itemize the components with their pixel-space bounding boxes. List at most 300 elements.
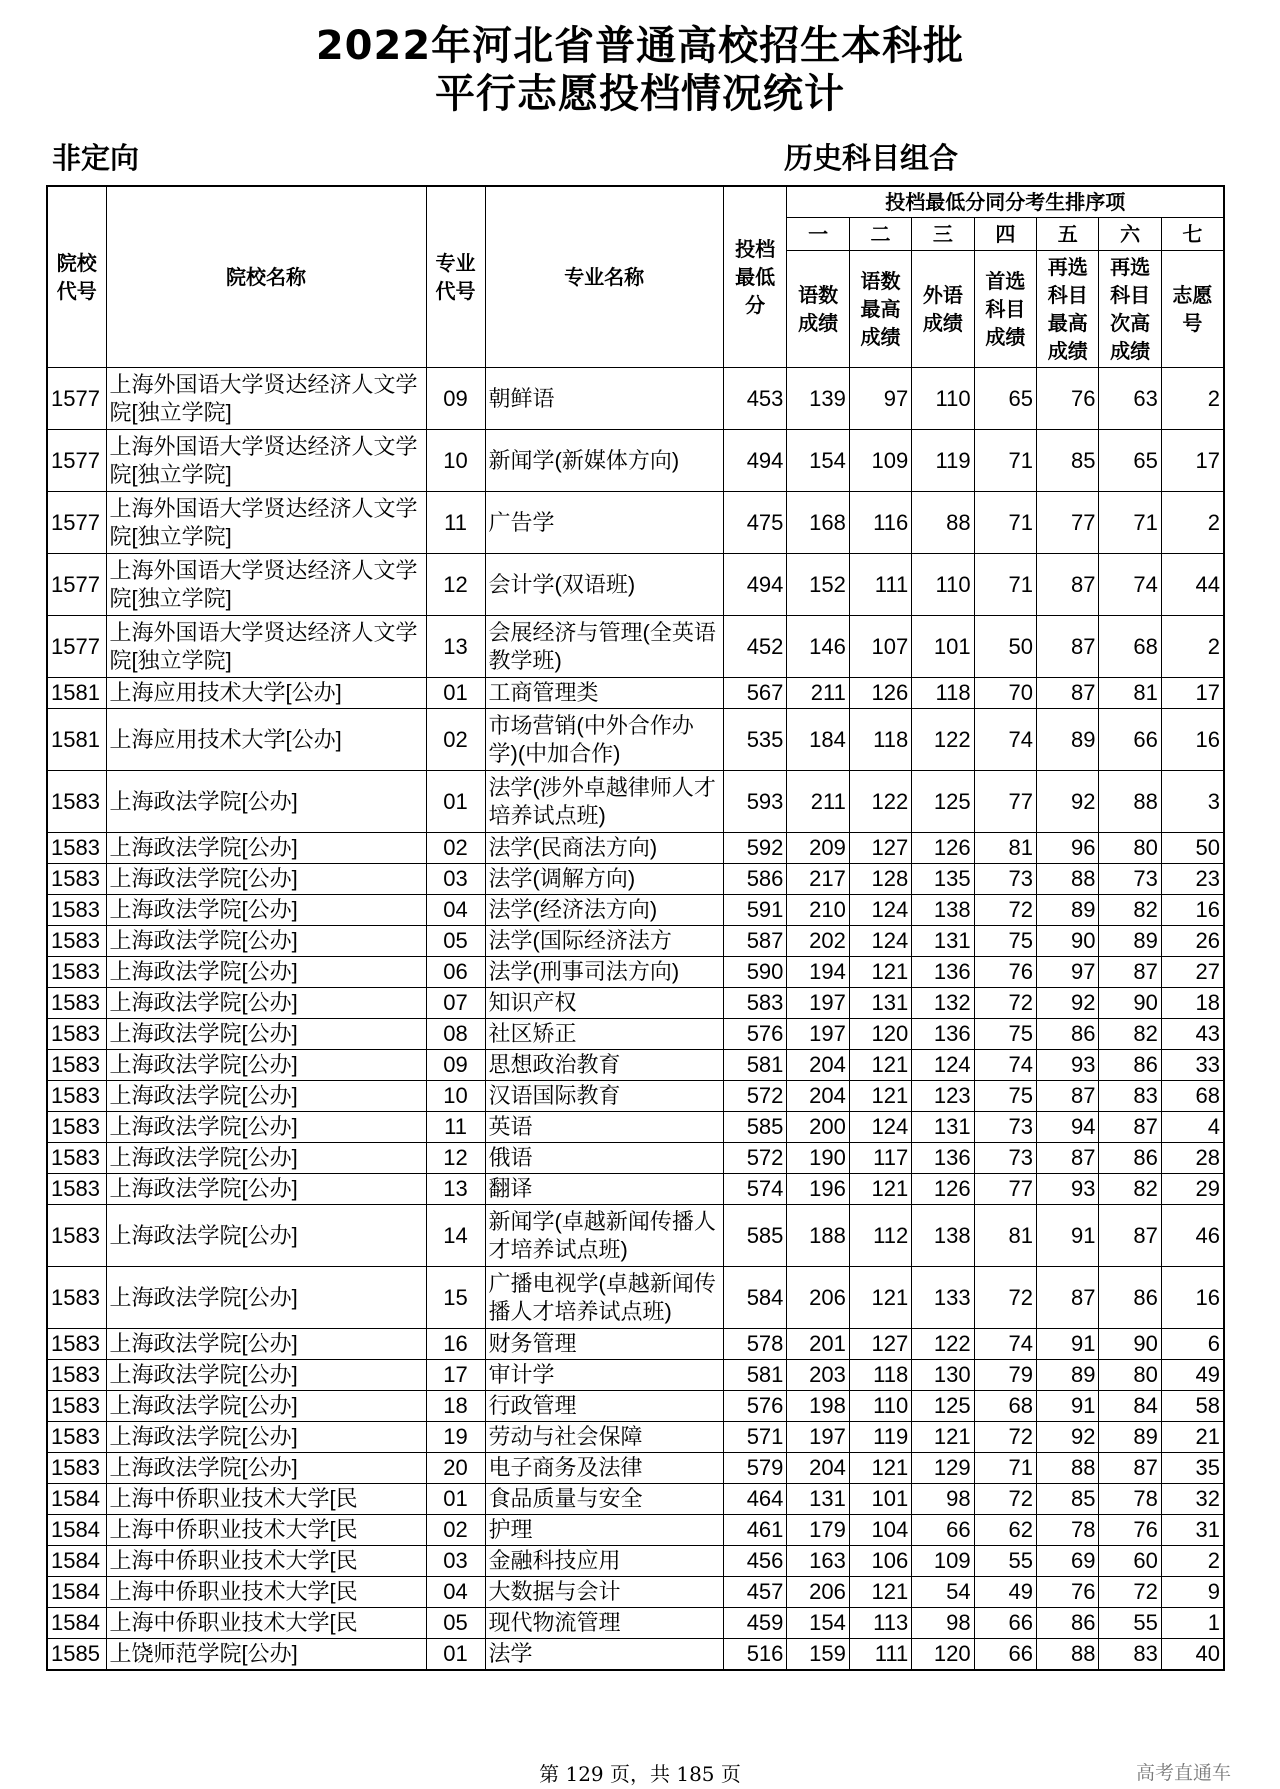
cell-major-code: 09 bbox=[426, 368, 485, 430]
cell-major-name: 法学(经济法方向) bbox=[485, 895, 723, 926]
cell-tiebreak-value: 73 bbox=[974, 1112, 1036, 1143]
cell-min-score: 581 bbox=[723, 1050, 787, 1081]
cell-major-name: 朝鲜语 bbox=[485, 368, 723, 430]
cell-tiebreak-value: 17 bbox=[1161, 678, 1224, 709]
cell-tiebreak-value: 33 bbox=[1161, 1050, 1224, 1081]
cell-major-code: 01 bbox=[426, 771, 485, 833]
cell-tiebreak-value: 44 bbox=[1161, 554, 1224, 616]
cell-tiebreak-value: 74 bbox=[1099, 554, 1161, 616]
cell-tiebreak-value: 71 bbox=[974, 1453, 1036, 1484]
cell-school-code: 1583 bbox=[47, 1422, 106, 1453]
cell-school-name: 上海政法学院[公办] bbox=[106, 1329, 426, 1360]
cell-tiebreak-value: 206 bbox=[787, 1267, 849, 1329]
cell-major-code: 03 bbox=[426, 864, 485, 895]
cell-tiebreak-value: 46 bbox=[1161, 1205, 1224, 1267]
cell-tiebreak-value: 129 bbox=[912, 1453, 974, 1484]
cell-tiebreak-value: 28 bbox=[1161, 1143, 1224, 1174]
cell-tiebreak-value: 124 bbox=[849, 1112, 911, 1143]
cell-school-name: 上海政法学院[公办] bbox=[106, 771, 426, 833]
cell-min-score: 587 bbox=[723, 926, 787, 957]
cell-tiebreak-value: 204 bbox=[787, 1081, 849, 1112]
cell-tiebreak-value: 84 bbox=[1099, 1391, 1161, 1422]
cell-min-score: 535 bbox=[723, 709, 787, 771]
cell-tiebreak-value: 109 bbox=[849, 430, 911, 492]
cell-major-code: 01 bbox=[426, 678, 485, 709]
cell-tiebreak-value: 121 bbox=[849, 1174, 911, 1205]
cell-tiebreak-value: 74 bbox=[974, 1329, 1036, 1360]
cell-tiebreak-value: 6 bbox=[1161, 1329, 1224, 1360]
cell-major-code: 14 bbox=[426, 1205, 485, 1267]
cell-tiebreak-value: 77 bbox=[974, 1174, 1036, 1205]
table-row bbox=[47, 1081, 1224, 1112]
cell-tiebreak-value: 82 bbox=[1099, 1019, 1161, 1050]
cell-school-name: 上海政法学院[公办] bbox=[106, 833, 426, 864]
cell-school-code: 1584 bbox=[47, 1484, 106, 1515]
cell-tiebreak-value: 81 bbox=[974, 833, 1036, 864]
cell-school-name: 上海政法学院[公办] bbox=[106, 1019, 426, 1050]
cell-min-score: 461 bbox=[723, 1515, 787, 1546]
cell-major-code: 09 bbox=[426, 1050, 485, 1081]
cell-tiebreak-value: 72 bbox=[974, 895, 1036, 926]
cell-school-name: 上海政法学院[公办] bbox=[106, 1050, 426, 1081]
cell-min-score: 475 bbox=[723, 492, 787, 554]
header-school-name: 院校名称 bbox=[106, 186, 426, 368]
cell-major-name: 审计学 bbox=[485, 1360, 723, 1391]
cell-tiebreak-value: 87 bbox=[1099, 1453, 1161, 1484]
cell-school-code: 1583 bbox=[47, 926, 106, 957]
cell-tiebreak-value: 118 bbox=[912, 678, 974, 709]
cell-tiebreak-value: 66 bbox=[974, 1608, 1036, 1639]
cell-school-code: 1577 bbox=[47, 616, 106, 678]
cell-major-code: 05 bbox=[426, 1608, 485, 1639]
table-row bbox=[47, 1143, 1224, 1174]
cell-tiebreak-value: 124 bbox=[912, 1050, 974, 1081]
table-row bbox=[47, 368, 1224, 430]
cell-tiebreak-value: 71 bbox=[974, 430, 1036, 492]
cell-tiebreak-value: 126 bbox=[912, 833, 974, 864]
header-school-code: 院校代号 bbox=[47, 186, 106, 368]
cell-min-score: 583 bbox=[723, 988, 787, 1019]
cell-tiebreak-value: 74 bbox=[974, 1050, 1036, 1081]
cell-tiebreak-value: 62 bbox=[974, 1515, 1036, 1546]
cell-tiebreak-value: 121 bbox=[912, 1422, 974, 1453]
cell-school-name: 上海政法学院[公办] bbox=[106, 1267, 426, 1329]
cell-tiebreak-value: 179 bbox=[787, 1515, 849, 1546]
cell-min-score: 464 bbox=[723, 1484, 787, 1515]
cell-tiebreak-value: 136 bbox=[912, 1143, 974, 1174]
cell-tiebreak-value: 1 bbox=[1161, 1608, 1224, 1639]
table-row bbox=[47, 1112, 1224, 1143]
cell-tiebreak-value: 73 bbox=[974, 864, 1036, 895]
cell-major-name: 法学(涉外卓越律师人才培养试点班) bbox=[485, 771, 723, 833]
cell-tiebreak-value: 121 bbox=[849, 1050, 911, 1081]
cell-school-code: 1583 bbox=[47, 895, 106, 926]
table-row bbox=[47, 492, 1224, 554]
cell-tiebreak-value: 86 bbox=[1099, 1050, 1161, 1081]
cell-major-name: 英语 bbox=[485, 1112, 723, 1143]
cell-school-code: 1577 bbox=[47, 554, 106, 616]
cell-school-name: 上海中侨职业技术大学[民 bbox=[106, 1515, 426, 1546]
cell-min-score: 591 bbox=[723, 895, 787, 926]
cell-school-name: 上海外国语大学贤达经济人文学院[独立学院] bbox=[106, 430, 426, 492]
cell-major-name: 知识产权 bbox=[485, 988, 723, 1019]
cell-tiebreak-value: 132 bbox=[912, 988, 974, 1019]
cell-min-score: 572 bbox=[723, 1081, 787, 1112]
cell-tiebreak-value: 9 bbox=[1161, 1577, 1224, 1608]
cell-school-code: 1584 bbox=[47, 1515, 106, 1546]
cell-tiebreak-value: 154 bbox=[787, 1608, 849, 1639]
cell-school-name: 上海政法学院[公办] bbox=[106, 957, 426, 988]
cell-tiebreak-value: 54 bbox=[912, 1577, 974, 1608]
cell-major-code: 07 bbox=[426, 988, 485, 1019]
header-tiebreak-col: 首选科目成绩 bbox=[974, 251, 1036, 368]
cell-school-code: 1583 bbox=[47, 1453, 106, 1484]
cell-major-code: 10 bbox=[426, 1081, 485, 1112]
cell-tiebreak-value: 97 bbox=[849, 368, 911, 430]
cell-tiebreak-value: 217 bbox=[787, 864, 849, 895]
cell-school-name: 上海中侨职业技术大学[民 bbox=[106, 1546, 426, 1577]
cell-min-score: 585 bbox=[723, 1112, 787, 1143]
cell-tiebreak-value: 98 bbox=[912, 1608, 974, 1639]
cell-tiebreak-value: 122 bbox=[912, 709, 974, 771]
table-row bbox=[47, 988, 1224, 1019]
cell-major-code: 06 bbox=[426, 957, 485, 988]
cell-tiebreak-value: 87 bbox=[1099, 1205, 1161, 1267]
cell-tiebreak-value: 50 bbox=[974, 616, 1036, 678]
cell-tiebreak-value: 204 bbox=[787, 1050, 849, 1081]
cell-tiebreak-value: 74 bbox=[974, 709, 1036, 771]
cell-tiebreak-value: 121 bbox=[849, 1267, 911, 1329]
cell-school-name: 上海政法学院[公办] bbox=[106, 895, 426, 926]
cell-major-name: 财务管理 bbox=[485, 1329, 723, 1360]
cell-major-name: 电子商务及法律 bbox=[485, 1453, 723, 1484]
cell-major-code: 03 bbox=[426, 1546, 485, 1577]
cell-tiebreak-value: 101 bbox=[912, 616, 974, 678]
cell-tiebreak-value: 76 bbox=[1037, 368, 1099, 430]
table-row bbox=[47, 1639, 1224, 1671]
cell-major-name: 会展经济与管理(全英语教学班) bbox=[485, 616, 723, 678]
cell-tiebreak-value: 211 bbox=[787, 678, 849, 709]
cell-tiebreak-value: 68 bbox=[1161, 1081, 1224, 1112]
cell-tiebreak-value: 94 bbox=[1037, 1112, 1099, 1143]
cell-tiebreak-value: 87 bbox=[1037, 616, 1099, 678]
cell-tiebreak-value: 69 bbox=[1037, 1546, 1099, 1577]
cell-min-score: 586 bbox=[723, 864, 787, 895]
cell-tiebreak-value: 79 bbox=[974, 1360, 1036, 1391]
table-row bbox=[47, 864, 1224, 895]
cell-tiebreak-value: 123 bbox=[912, 1081, 974, 1112]
cell-tiebreak-value: 66 bbox=[1099, 709, 1161, 771]
cell-tiebreak-value: 117 bbox=[849, 1143, 911, 1174]
cell-major-name: 劳动与社会保障 bbox=[485, 1422, 723, 1453]
cell-tiebreak-value: 43 bbox=[1161, 1019, 1224, 1050]
cell-tiebreak-value: 86 bbox=[1037, 1608, 1099, 1639]
header-ordinal: 四 bbox=[974, 218, 1036, 251]
cell-tiebreak-value: 118 bbox=[849, 709, 911, 771]
cell-tiebreak-value: 136 bbox=[912, 1019, 974, 1050]
cell-major-code: 20 bbox=[426, 1453, 485, 1484]
cell-school-name: 上饶师范学院[公办] bbox=[106, 1639, 426, 1671]
cell-school-name: 上海外国语大学贤达经济人文学院[独立学院] bbox=[106, 616, 426, 678]
cell-tiebreak-value: 90 bbox=[1099, 1329, 1161, 1360]
cell-tiebreak-value: 131 bbox=[787, 1484, 849, 1515]
cell-school-code: 1583 bbox=[47, 771, 106, 833]
header-major-code: 专业代号 bbox=[426, 186, 485, 368]
cell-tiebreak-value: 126 bbox=[849, 678, 911, 709]
cell-tiebreak-value: 77 bbox=[1037, 492, 1099, 554]
cell-tiebreak-value: 198 bbox=[787, 1391, 849, 1422]
cell-min-score: 584 bbox=[723, 1267, 787, 1329]
header-ordinal: 二 bbox=[849, 218, 911, 251]
cell-tiebreak-value: 40 bbox=[1161, 1639, 1224, 1671]
cell-school-code: 1583 bbox=[47, 1112, 106, 1143]
cell-tiebreak-value: 35 bbox=[1161, 1453, 1224, 1484]
cell-school-name: 上海政法学院[公办] bbox=[106, 1422, 426, 1453]
cell-school-code: 1583 bbox=[47, 1360, 106, 1391]
cell-major-code: 02 bbox=[426, 709, 485, 771]
cell-tiebreak-value: 49 bbox=[974, 1577, 1036, 1608]
cell-tiebreak-value: 2 bbox=[1161, 1546, 1224, 1577]
cell-major-name: 法学(民商法方向) bbox=[485, 833, 723, 864]
cell-tiebreak-value: 86 bbox=[1037, 1019, 1099, 1050]
cell-tiebreak-value: 127 bbox=[849, 1329, 911, 1360]
cell-major-name: 思想政治教育 bbox=[485, 1050, 723, 1081]
cell-tiebreak-value: 65 bbox=[974, 368, 1036, 430]
table-row bbox=[47, 1267, 1224, 1329]
cell-school-code: 1584 bbox=[47, 1577, 106, 1608]
cell-tiebreak-value: 87 bbox=[1037, 1267, 1099, 1329]
cell-min-score: 459 bbox=[723, 1608, 787, 1639]
cell-tiebreak-value: 88 bbox=[912, 492, 974, 554]
cell-tiebreak-value: 197 bbox=[787, 1422, 849, 1453]
cell-major-name: 法学(调解方向) bbox=[485, 864, 723, 895]
cell-tiebreak-value: 49 bbox=[1161, 1360, 1224, 1391]
table-row bbox=[47, 926, 1224, 957]
cell-school-name: 上海应用技术大学[公办] bbox=[106, 709, 426, 771]
cell-major-name: 广播电视学(卓越新闻传播人才培养试点班) bbox=[485, 1267, 723, 1329]
cell-school-name: 上海政法学院[公办] bbox=[106, 1391, 426, 1422]
table-row bbox=[47, 1050, 1224, 1081]
cell-tiebreak-value: 210 bbox=[787, 895, 849, 926]
cell-major-name: 广告学 bbox=[485, 492, 723, 554]
cell-tiebreak-value: 86 bbox=[1099, 1267, 1161, 1329]
cell-tiebreak-value: 31 bbox=[1161, 1515, 1224, 1546]
cell-tiebreak-value: 159 bbox=[787, 1639, 849, 1671]
cell-school-code: 1583 bbox=[47, 1050, 106, 1081]
header-tiebreak-col: 外语成绩 bbox=[912, 251, 974, 368]
cell-major-code: 11 bbox=[426, 492, 485, 554]
cell-tiebreak-value: 124 bbox=[849, 926, 911, 957]
cell-tiebreak-value: 91 bbox=[1037, 1205, 1099, 1267]
cell-tiebreak-value: 87 bbox=[1037, 554, 1099, 616]
cell-major-name: 行政管理 bbox=[485, 1391, 723, 1422]
cell-tiebreak-value: 71 bbox=[974, 492, 1036, 554]
cell-tiebreak-value: 55 bbox=[1099, 1608, 1161, 1639]
cell-tiebreak-value: 2 bbox=[1161, 616, 1224, 678]
cell-tiebreak-value: 89 bbox=[1099, 926, 1161, 957]
watermark: 高考直通车 bbox=[1136, 1762, 1232, 1784]
cell-tiebreak-value: 81 bbox=[1099, 678, 1161, 709]
cell-tiebreak-value: 196 bbox=[787, 1174, 849, 1205]
page-subtitle: 平行志愿投档情况统计 bbox=[435, 71, 845, 117]
header-ordinal: 七 bbox=[1161, 218, 1224, 251]
cell-tiebreak-value: 66 bbox=[974, 1639, 1036, 1671]
cell-major-name: 汉语国际教育 bbox=[485, 1081, 723, 1112]
cell-tiebreak-value: 26 bbox=[1161, 926, 1224, 957]
cell-tiebreak-value: 93 bbox=[1037, 1174, 1099, 1205]
cell-major-code: 01 bbox=[426, 1639, 485, 1671]
table-row bbox=[47, 1019, 1224, 1050]
cell-tiebreak-value: 116 bbox=[849, 492, 911, 554]
page-title: 2022年河北省普通高校招生本科批 bbox=[315, 23, 965, 69]
cell-school-code: 1583 bbox=[47, 1267, 106, 1329]
header-major-name: 专业名称 bbox=[485, 186, 723, 368]
cell-tiebreak-value: 131 bbox=[849, 988, 911, 1019]
cell-tiebreak-value: 23 bbox=[1161, 864, 1224, 895]
cell-min-score: 457 bbox=[723, 1577, 787, 1608]
cell-tiebreak-value: 17 bbox=[1161, 430, 1224, 492]
header-tiebreak-col: 再选科目次高成绩 bbox=[1099, 251, 1161, 368]
cell-major-code: 01 bbox=[426, 1484, 485, 1515]
table-row bbox=[47, 678, 1224, 709]
cell-tiebreak-value: 21 bbox=[1161, 1422, 1224, 1453]
cell-major-code: 19 bbox=[426, 1422, 485, 1453]
cell-tiebreak-value: 124 bbox=[849, 895, 911, 926]
cell-tiebreak-value: 16 bbox=[1161, 709, 1224, 771]
cell-school-code: 1585 bbox=[47, 1639, 106, 1671]
cell-tiebreak-value: 50 bbox=[1161, 833, 1224, 864]
cell-min-score: 592 bbox=[723, 833, 787, 864]
cell-min-score: 576 bbox=[723, 1019, 787, 1050]
cell-tiebreak-value: 98 bbox=[912, 1484, 974, 1515]
cell-tiebreak-value: 63 bbox=[1099, 368, 1161, 430]
cell-tiebreak-value: 125 bbox=[912, 771, 974, 833]
cell-major-name: 大数据与会计 bbox=[485, 1577, 723, 1608]
cell-tiebreak-value: 122 bbox=[912, 1329, 974, 1360]
cell-tiebreak-value: 90 bbox=[1099, 988, 1161, 1019]
cell-school-name: 上海中侨职业技术大学[民 bbox=[106, 1608, 426, 1639]
cell-tiebreak-value: 130 bbox=[912, 1360, 974, 1391]
cell-min-score: 581 bbox=[723, 1360, 787, 1391]
cell-major-name: 社区矫正 bbox=[485, 1019, 723, 1050]
cell-major-code: 17 bbox=[426, 1360, 485, 1391]
cell-tiebreak-value: 82 bbox=[1099, 895, 1161, 926]
header-min-score: 投档最低分 bbox=[723, 186, 787, 368]
cell-tiebreak-value: 163 bbox=[787, 1546, 849, 1577]
cell-tiebreak-value: 121 bbox=[849, 1081, 911, 1112]
cell-school-code: 1584 bbox=[47, 1608, 106, 1639]
cell-tiebreak-value: 138 bbox=[912, 1205, 974, 1267]
cell-tiebreak-value: 72 bbox=[974, 1267, 1036, 1329]
cell-tiebreak-value: 121 bbox=[849, 1453, 911, 1484]
cell-tiebreak-value: 121 bbox=[849, 957, 911, 988]
cell-tiebreak-value: 81 bbox=[974, 1205, 1036, 1267]
cell-tiebreak-value: 110 bbox=[912, 368, 974, 430]
cell-tiebreak-value: 93 bbox=[1037, 1050, 1099, 1081]
cell-tiebreak-value: 133 bbox=[912, 1267, 974, 1329]
cell-tiebreak-value: 87 bbox=[1037, 678, 1099, 709]
cell-tiebreak-value: 92 bbox=[1037, 771, 1099, 833]
cell-tiebreak-value: 16 bbox=[1161, 1267, 1224, 1329]
table-row bbox=[47, 833, 1224, 864]
cell-school-name: 上海政法学院[公办] bbox=[106, 1453, 426, 1484]
cell-tiebreak-value: 188 bbox=[787, 1205, 849, 1267]
cell-tiebreak-value: 68 bbox=[974, 1391, 1036, 1422]
cell-tiebreak-value: 190 bbox=[787, 1143, 849, 1174]
table-row bbox=[47, 1484, 1224, 1515]
cell-tiebreak-value: 88 bbox=[1099, 771, 1161, 833]
header-ordinal: 三 bbox=[912, 218, 974, 251]
cell-major-name: 新闻学(新媒体方向) bbox=[485, 430, 723, 492]
cell-major-code: 04 bbox=[426, 895, 485, 926]
cell-tiebreak-value: 118 bbox=[849, 1360, 911, 1391]
cell-tiebreak-value: 65 bbox=[1099, 430, 1161, 492]
cell-tiebreak-value: 107 bbox=[849, 616, 911, 678]
header-ordinal: 五 bbox=[1037, 218, 1099, 251]
cell-tiebreak-value: 82 bbox=[1099, 1174, 1161, 1205]
cell-major-name: 护理 bbox=[485, 1515, 723, 1546]
table-row bbox=[47, 616, 1224, 678]
cell-min-score: 456 bbox=[723, 1546, 787, 1577]
header-ordinal: 一 bbox=[787, 218, 849, 251]
cell-school-name: 上海政法学院[公办] bbox=[106, 864, 426, 895]
table-row bbox=[47, 709, 1224, 771]
cell-major-code: 13 bbox=[426, 616, 485, 678]
cell-school-code: 1583 bbox=[47, 1391, 106, 1422]
page-footer: 第 129 页，共 185 页 bbox=[539, 1762, 741, 1786]
table-row bbox=[47, 1546, 1224, 1577]
table-row bbox=[47, 895, 1224, 926]
cell-school-code: 1581 bbox=[47, 709, 106, 771]
cell-tiebreak-value: 2 bbox=[1161, 492, 1224, 554]
cell-tiebreak-value: 125 bbox=[912, 1391, 974, 1422]
cell-tiebreak-value: 73 bbox=[1099, 864, 1161, 895]
cell-min-score: 567 bbox=[723, 678, 787, 709]
cell-min-score: 516 bbox=[723, 1639, 787, 1671]
cell-tiebreak-value: 203 bbox=[787, 1360, 849, 1391]
cell-tiebreak-value: 122 bbox=[849, 771, 911, 833]
cell-major-name: 新闻学(卓越新闻传播人才培养试点班) bbox=[485, 1205, 723, 1267]
cell-school-name: 上海政法学院[公办] bbox=[106, 1360, 426, 1391]
cell-tiebreak-value: 76 bbox=[1037, 1577, 1099, 1608]
cell-major-name: 金融科技应用 bbox=[485, 1546, 723, 1577]
header-ordinal: 六 bbox=[1099, 218, 1161, 251]
cell-tiebreak-value: 184 bbox=[787, 709, 849, 771]
cell-school-code: 1583 bbox=[47, 1174, 106, 1205]
cell-major-code: 18 bbox=[426, 1391, 485, 1422]
cell-tiebreak-value: 97 bbox=[1037, 957, 1099, 988]
cell-tiebreak-value: 89 bbox=[1037, 1360, 1099, 1391]
cell-major-code: 15 bbox=[426, 1267, 485, 1329]
cell-tiebreak-value: 76 bbox=[974, 957, 1036, 988]
cell-school-code: 1583 bbox=[47, 1081, 106, 1112]
header-tiebreak-col: 语数最高成绩 bbox=[849, 251, 911, 368]
cell-tiebreak-value: 119 bbox=[912, 430, 974, 492]
cell-min-score: 579 bbox=[723, 1453, 787, 1484]
cell-tiebreak-value: 154 bbox=[787, 430, 849, 492]
table-row bbox=[47, 1174, 1224, 1205]
header-tiebreak-col: 再选科目最高成绩 bbox=[1037, 251, 1099, 368]
cell-tiebreak-value: 92 bbox=[1037, 988, 1099, 1019]
cell-tiebreak-value: 110 bbox=[912, 554, 974, 616]
cell-tiebreak-value: 90 bbox=[1037, 926, 1099, 957]
cell-tiebreak-value: 110 bbox=[849, 1391, 911, 1422]
cell-tiebreak-value: 89 bbox=[1037, 895, 1099, 926]
cell-tiebreak-value: 202 bbox=[787, 926, 849, 957]
cell-tiebreak-value: 70 bbox=[974, 678, 1036, 709]
cell-major-name: 法学(国际经济法方 bbox=[485, 926, 723, 957]
cell-tiebreak-value: 112 bbox=[849, 1205, 911, 1267]
